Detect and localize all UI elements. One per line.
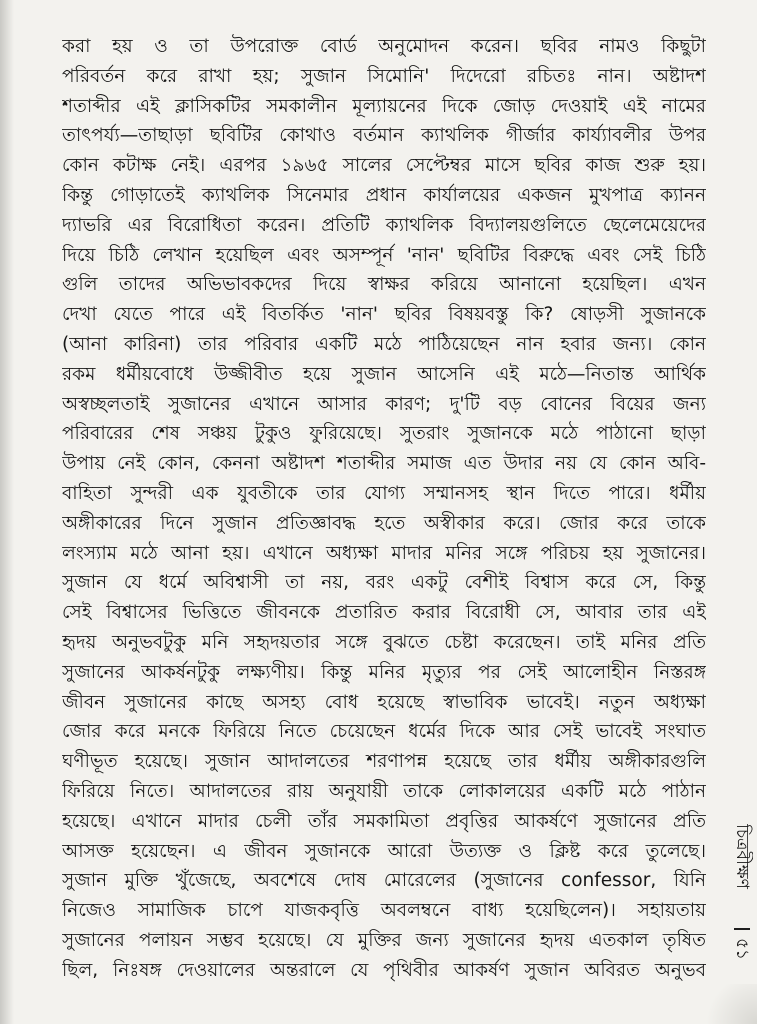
text-line: শতাব্দীর এই ক্লাসিকটির সমকালীন মূল্যায়নের দিকে জোড় দেওয়াই এই নামের [62,95,706,117]
text-line: রকম ধর্মীয়বোধে উজ্জীবীত হয়ে সুজান আসেনি এই মঠে—নিতান্ত আর্থিক [62,363,706,385]
text-line: হয়েছে। এখানে মাদার চেলী তাঁর সমকামিতা প্রবৃত্তির আকর্ষণে সুজানের প্রতি [62,810,706,832]
text-line: উপায় নেই কোন, কেননা অষ্টাদশ শতাব্দীর সমাজ এত উদার নয় যে কোন অবি- [62,453,706,475]
scan-edge-shadow [0,0,14,1024]
text-line: কোন কটাক্ষ নেই। এরপর ১৯৬৫ সালের সেপ্টেম্বর মাসে ছবির কাজ শুরু হয়। [62,155,706,177]
text-line: দেখা যেতে পারে এই বিতর্কিত 'নান' ছবির বিষয়বস্তু কি? ষোড়সী সুজানকে [62,304,706,326]
text-line: দিয়ে চিঠি লেখান হয়েছিল এবং অসম্পূর্ন 'নান' ছবিটির বিরুদ্ধে এবং সেই চিঠি [62,244,706,266]
text-line: ছিল, নিঃষঙ্গ দেওয়ালের অন্তরালে যে পৃথিবীর আকর্ষণ সুজান অবিরত অনুভব [62,959,706,981]
page-number: ৫১ [732,938,752,961]
text-line: তাৎপর্য্য—তাছাড়া ছবিটির কোথাও বর্তমান ক্যাথলিক গীর্জার কার্য্যাবলীর উপর [62,125,706,147]
article-body [62,32,706,986]
text-line: গুলি তাদের অভিভাবকদের দিয়ে স্বাক্ষর করিয়ে আনানো হয়েছিল। এখন [62,274,706,296]
text-line: বাহিতা সুন্দরী এক যুবতীকে তার যোগ্য সম্মানসহ স্থান দিতে পারে। ধর্মীয় [62,482,706,504]
text-line: সুজান মুক্তি খুঁজেছে, অবশেষে দোষ মোরেলের (সুজানের confessor, যিনি [62,870,706,892]
text-line: জীবন সুজানের কাছে অসহ্য বোধ হয়েছে স্বাভাবিক ভাবেই। নতুন অধ্যক্ষা [62,691,706,713]
journal-title: চিত্রবীক্ষণ [732,824,752,889]
scan-corner-shadow [697,984,757,1024]
text-line: করা হয় ও তা উপরোক্ত বোর্ড অনুমোদন করেন। ছবির নামও কিছুটা [62,36,706,57]
footer-divider [734,928,750,930]
running-footer [730,824,754,970]
text-line: লংস্যাম মঠে আনা হয়। এখানে অধ্যক্ষা মাদার মনির সঙ্গে পরিচয় হয় সুজানের। [62,542,706,564]
text-line: অঙ্গীকারের দিনে সুজান প্রতিজ্ঞাবদ্ধ হতে অস্বীকার করে। জোর করে তাকে [62,512,706,534]
text-line: সেই বিশ্বাসের ভিত্তিতে জীবনকে প্রতারিত করার বিরোধী সে, আবার তার এই [62,602,706,624]
text-line: হৃদয় অনুভবটুকু মনি সহৃদয়তার সঙ্গে বুঝতে চেষ্টা করেছেন। তাই মনির প্রতি [62,631,706,653]
text-line: সুজান যে ধর্মে অবিশ্বাসী তা নয়, বরং একটু বেশীই বিশ্বাস করে সে, কিন্তু [62,572,706,594]
text-line: অস্বচ্ছলতাই সুজানের এখানে আসার কারণ; দু'টি বড় বোনের বিয়ের জন্য [62,393,706,415]
text-line: কিন্তু গোড়াতেই ক্যাথলিক সিনেমার প্রধান কার্যালয়ের একজন মুখপাত্র ক্যানন [62,184,706,206]
text-line: নিজেও সামাজিক চাপে যাজকবৃত্তি অবলম্বনে বাধ্য হয়েছিলেন)। সহায়তায় [62,900,706,922]
text-line: ঘণীভূত হয়েছে। সুজান আদালতের শরণাপন্ন হয়েছে তার ধর্মীয় অঙ্গীকারগুলি [62,751,706,773]
text-line: জোর করে মনকে ফিরিয়ে নিতে চেয়েছেন ধর্মের দিকে আর সেই ভাবেই সংঘাত [62,721,706,743]
text-line: আসক্ত হয়েছেন। এ জীবন সুজানকে আরো উত্যক্ত ও ক্লিষ্ট করে তুলেছে। [62,840,706,862]
text-line: পরিবারের শেষ সঞ্চয় টুকুও ফুরিয়েছে। সুতরাং সুজানকে মঠে পাঠানো ছাড়া [62,423,706,445]
text-line: পরিবর্তন করে রাখা হয়; সুজান সিমোনি' দিদেরো রচিতঃ নান। অষ্টাদশ [62,65,706,87]
text-line: (আনা কারিনা) তার পরিবার একটি মঠে পাঠিয়েছেন নান হবার জন্য। কোন [62,333,706,355]
text-line: সুজানের আকর্ষনটুকু লক্ষ্যণীয়। কিন্তু মনির মৃত্যুর পর সেই আলোহীন নিস্তরঙ্গ [62,661,706,683]
text-line: সুজানের পলায়ন সম্ভব হয়েছে। যে মুক্তির জন্য সুজানের হৃদয় এতকাল তৃষিত [62,929,706,951]
text-line: ফিরিয়ে নিতে। আদালতের রায় অনুযায়ী তাকে লোকালয়ের একটি মঠে পাঠান [62,780,706,802]
text-line: দ্যাভরি এর বিরোধিতা করেন। প্রতিটি ক্যাথলিক বিদ্যালয়গুলিতে ছেলেমেয়েদের [62,214,706,236]
